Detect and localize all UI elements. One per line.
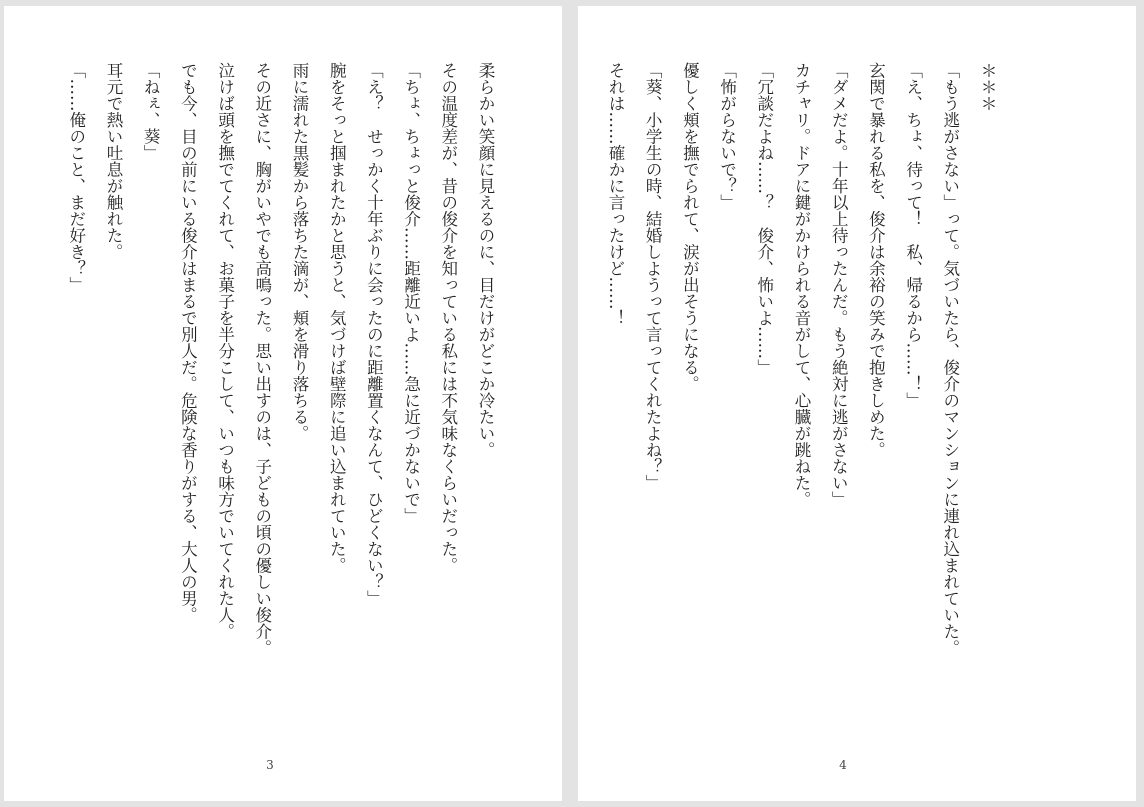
page-right bbox=[578, 6, 1136, 801]
text-line: 泣けば頭を撫でてくれて、お菓子を半分こして、いつも味方でいてくれた人。 bbox=[215, 62, 235, 640]
text-line: 「ダメだよ。十年以上待ったんだ。もう絶対に逃がさない」 bbox=[829, 62, 849, 508]
text-line: 「ちょ、ちょっと俊介……距離近いよ……急に近づかないで」 bbox=[401, 62, 421, 524]
scene-break: ＊＊＊ bbox=[978, 62, 997, 112]
text-line: その近さに、胸がいやでも高鳴った。思い出すのは、子どもの頃の優しい俊介。 bbox=[252, 62, 272, 656]
text-line: 「……俺のこと、まだ好き？」 bbox=[66, 62, 86, 293]
page-4-text bbox=[597, 62, 1006, 732]
text-line: 「え、ちょ、待って！ 私、帰るから……！」 bbox=[903, 62, 923, 409]
text-line: 「葵、小学生の時、結婚しようって言ってくれたよね？」 bbox=[643, 62, 663, 491]
text-line: 耳元で熱い吐息が触れた。 bbox=[103, 62, 123, 260]
text-line: 雨に濡れた黒髪から落ちた滴が、頬を滑り落ちる。 bbox=[289, 62, 309, 442]
text-line: 優しく頬を撫でられて、涙が出そうになる。 bbox=[680, 62, 700, 392]
text-line: 玄関で暴れる私を、俊介は余裕の笑みで抱きしめた。 bbox=[866, 62, 886, 458]
text-line: それは……確かに言ったけど……！ bbox=[605, 62, 625, 326]
text-line: カチャリ。ドアに鍵がかけられる音がして、心臓が跳ねた。 bbox=[791, 62, 811, 508]
page-left bbox=[4, 6, 562, 801]
page-3-text bbox=[58, 62, 504, 732]
page-number: 3 bbox=[266, 758, 274, 772]
text-line: でも今、目の前にいる俊介はまるで別人だ。危険な香りがする、大人の男。 bbox=[178, 62, 198, 623]
text-line: 「怖がらないで？」 bbox=[717, 62, 737, 211]
page-number: 4 bbox=[839, 758, 847, 772]
text-line: 柔らかい笑顔に見えるのに、目だけがどこか冷たい。 bbox=[476, 62, 495, 458]
text-line: 「冗談だよね……？ 俊介、怖いよ……」 bbox=[754, 62, 774, 376]
text-line: 「もう逃がさない」って。気づいたら、俊介のマンションに連れ込まれていた。 bbox=[940, 62, 960, 656]
text-line: その温度差が、昔の俊介を知っている私には不気味なくらいだった。 bbox=[438, 62, 458, 574]
text-line: 「え？ せっかく十年ぶりに会ったのに距離置くなんて、ひどくない？」 bbox=[364, 62, 384, 607]
text-line: 腕をそっと掴まれたかと思うと、気づけば壁際に追い込まれていた。 bbox=[327, 62, 347, 574]
text-line: 「ねぇ、葵」 bbox=[141, 62, 161, 161]
